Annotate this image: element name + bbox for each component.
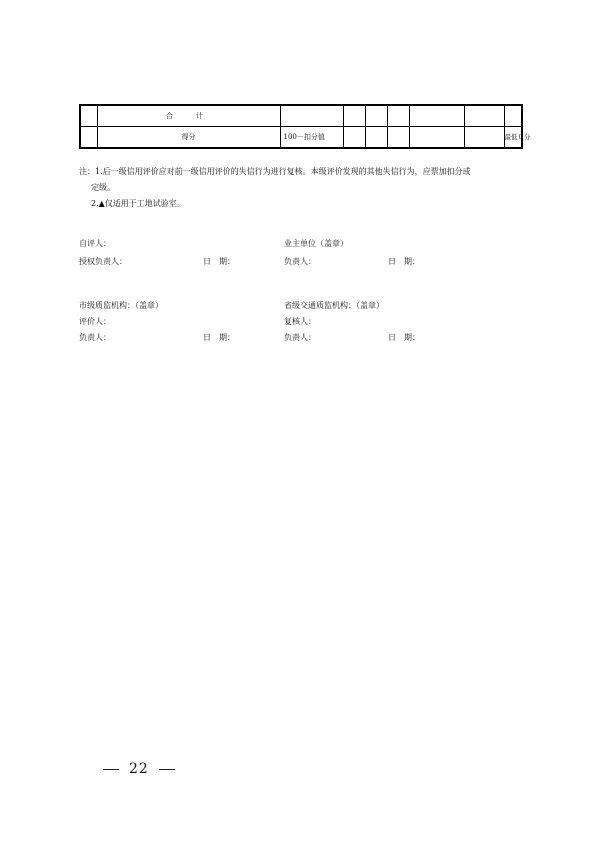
note-2: 2.▲仅适用于工地试验室。 — [91, 199, 185, 208]
notes-block — [79, 164, 534, 212]
note-1-continued: 定级。 — [91, 183, 115, 192]
page-number — [93, 761, 185, 777]
total-cell — [409, 105, 464, 127]
score-cell — [464, 127, 504, 149]
score-cell — [365, 127, 387, 149]
self-evaluator-label: 自评人： — [79, 239, 111, 248]
evaluator-label: 评价人： — [79, 317, 111, 326]
page-number-dash — [103, 769, 119, 770]
city-agency-label: 市级质监机构：（盖章） — [79, 301, 163, 310]
total-cell — [387, 105, 409, 127]
total-cell — [343, 105, 365, 127]
score-row-index-cell — [80, 127, 97, 149]
score-label: 得分 — [97, 127, 280, 149]
total-cell — [365, 105, 387, 127]
date-label: 日 期： — [388, 257, 420, 266]
date-label: 日 期： — [203, 333, 235, 342]
date-label: 日 期： — [388, 333, 420, 342]
score-row — [80, 127, 522, 149]
score-table — [79, 104, 531, 149]
province-agency-label: 省级交通质监机构：（盖章） — [284, 301, 384, 310]
province-person-label: 负责人： — [284, 333, 316, 342]
total-cell — [464, 105, 504, 127]
authorized-person-label: 授权负责人： — [79, 257, 127, 266]
reviewer-label: 复核人： — [284, 317, 316, 326]
page-number-text: 22 — [129, 761, 149, 777]
note-1: 注：1.后一级信用评价应对前一级信用评价的失信行为进行复核。本级评价发现的其他失信行为，应票加扣分或 — [79, 167, 471, 176]
page-number-dash — [159, 769, 175, 770]
date-label: 日 期： — [203, 257, 235, 266]
owner-unit-label: 业主单位（盖章） — [284, 239, 348, 248]
total-min-cell — [504, 105, 522, 127]
min-score: 最低０分 — [504, 127, 522, 149]
score-formula: 100－扣分值 — [280, 127, 343, 149]
score-cell — [409, 127, 464, 149]
total-row — [80, 105, 522, 127]
total-label: 合 计 — [97, 105, 280, 127]
total-formula-cell — [280, 105, 343, 127]
total-row-index-cell — [80, 105, 97, 127]
score-cell — [387, 127, 409, 149]
owner-person-label: 负责人： — [284, 257, 316, 266]
city-person-label: 负责人： — [79, 333, 111, 342]
score-cell — [343, 127, 365, 149]
